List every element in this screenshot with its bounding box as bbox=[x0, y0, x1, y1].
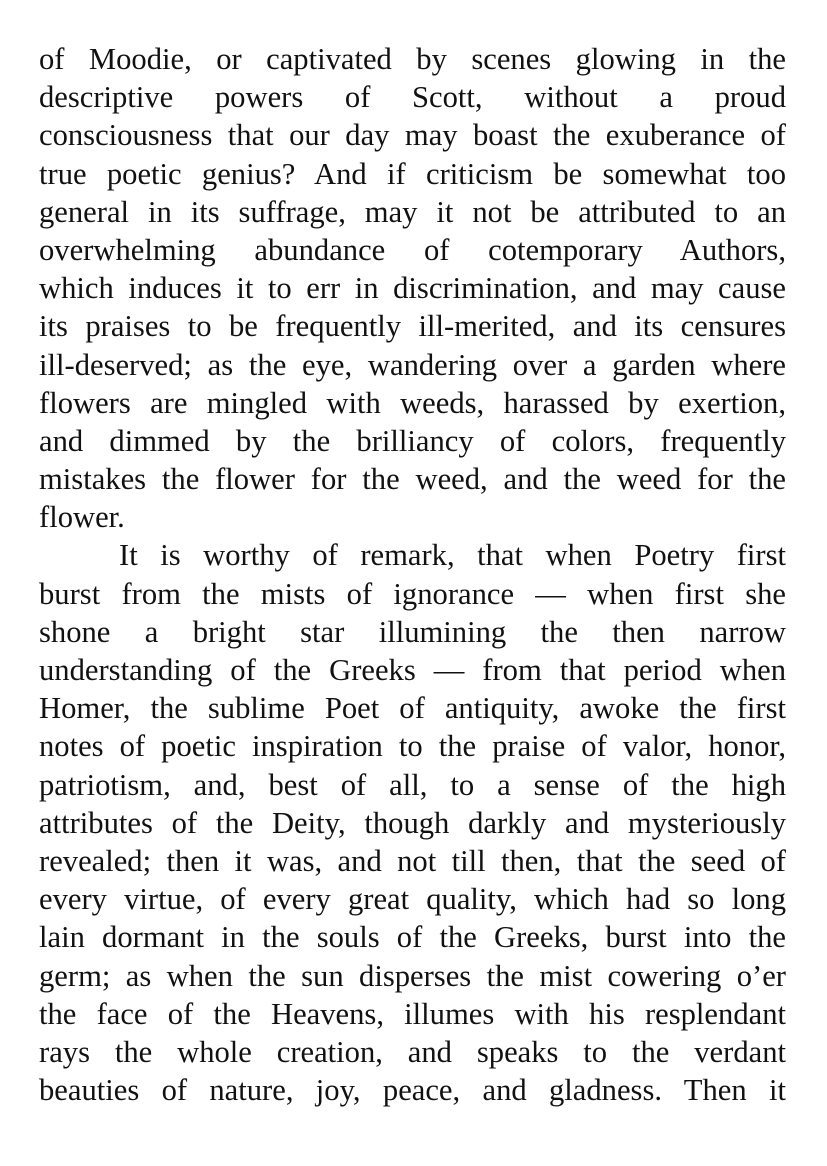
text-line: germ; as when the sun disperses the mist cowering o’er bbox=[39, 958, 786, 993]
text-line: of Moodie, or captivated by scenes glowing in the bbox=[39, 42, 786, 76]
text-line: understanding of the Greeks — from that period when bbox=[39, 653, 786, 687]
text-line: every virtue, of every great quality, which had so long bbox=[39, 882, 786, 917]
text-line: consciousness that our day may boast the exuberance of bbox=[39, 118, 786, 153]
text-line: general in its suffrage, may it not be attributed to an bbox=[39, 194, 786, 229]
text-line: rays the whole creation, and speaks to the verdant bbox=[39, 1034, 786, 1069]
text-line: its praises to be frequently ill-merited, and its censures bbox=[39, 309, 786, 344]
text-line: attributes of the Deity, though darkly and mysteriously bbox=[39, 805, 786, 840]
text-line: Homer, the sublime Poet of antiquity, awoke the first bbox=[39, 691, 786, 726]
text-line: true poetic genius? And if criticism be somewhat too bbox=[39, 156, 786, 191]
text-line: notes of poetic inspiration to the praise of valor, honor, bbox=[39, 729, 786, 764]
text-line: ill-deserved; as the eye, wandering over a garden where bbox=[39, 347, 786, 382]
text-line: the face of the Heavens, illumes with his resplendant bbox=[39, 996, 786, 1031]
text-line: revealed; then it was, and not till then, that the seed of bbox=[39, 843, 786, 878]
text-line: and dimmed by the brilliancy of colors, frequently bbox=[39, 423, 786, 458]
text-line: which induces it to err in discrimination, and may cause bbox=[39, 271, 786, 306]
paragraph-end-line: flower. bbox=[39, 500, 125, 535]
text-line: shone a bright star illumining the then narrow bbox=[39, 614, 786, 649]
document-page bbox=[39, 40, 786, 1109]
paragraph-start-line: It is worthy of remark, that when Poetry first bbox=[119, 538, 786, 573]
text-line: lain dormant in the souls of the Greeks, burst into the bbox=[39, 920, 786, 955]
text-line: burst from the mists of ignorance — when first she bbox=[39, 576, 786, 611]
text-line: beauties of nature, joy, peace, and gladness. Then it bbox=[39, 1073, 786, 1108]
text-line: patriotism, and, best of all, to a sense of the high bbox=[39, 767, 786, 802]
text-line: mistakes the flower for the weed, and the weed for the bbox=[39, 462, 786, 497]
text-line: descriptive powers of Scott, without a proud bbox=[39, 80, 786, 115]
text-line: flowers are mingled with weeds, harassed by exertion, bbox=[39, 385, 786, 420]
text-line: overwhelming abundance of cotemporary Authors, bbox=[39, 232, 786, 267]
